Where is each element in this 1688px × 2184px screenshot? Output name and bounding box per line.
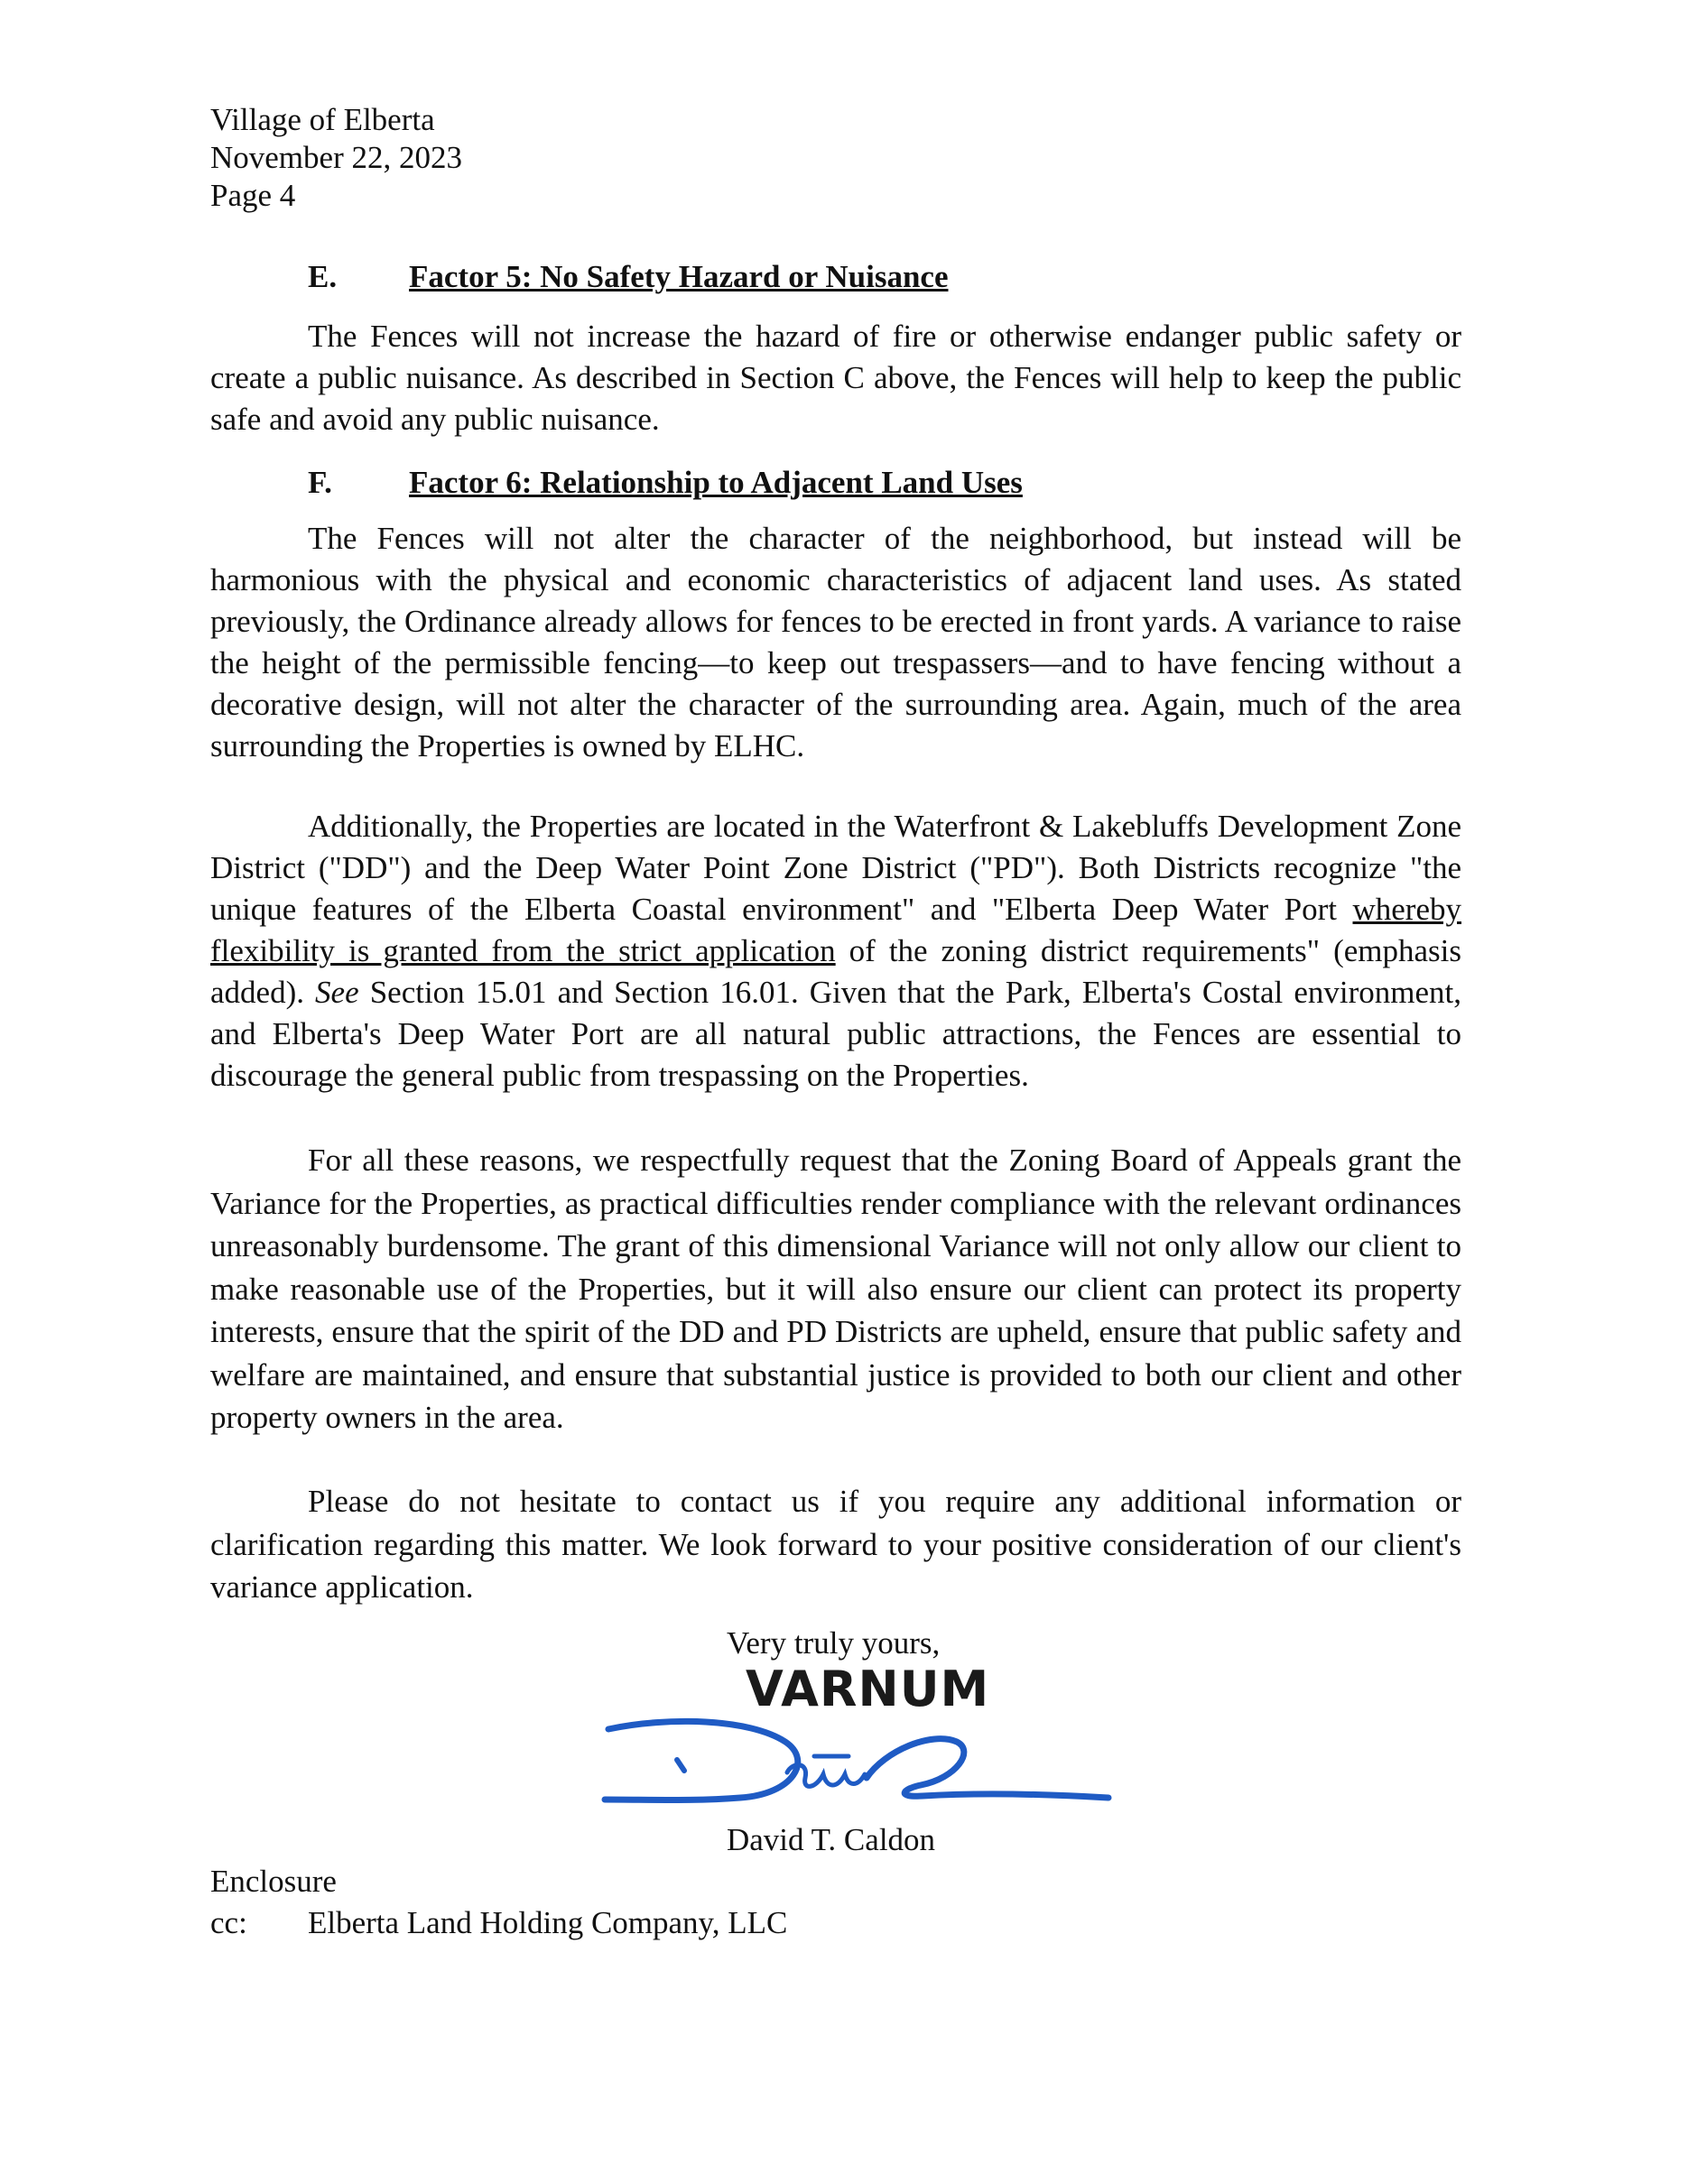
letter-date: November 22, 2023	[210, 140, 462, 175]
section-f-title: Factor 6: Relationship to Adjacent Land Uses	[409, 465, 1023, 500]
section-e-letter: E.	[308, 259, 338, 294]
districts-see: See	[315, 975, 359, 1010]
enclosure-note: Enclosure	[210, 1864, 337, 1899]
section-f-body: The Fences will not alter the character of the neighborhood, but instead will be harmonious with the physical and economic characteristics of adjacent land uses. As stated previously, the Ordinance already allows for fences to be erected in front yards. A variance to raise the height of the permissible fencing—to keep out trespassers—and to have fencing without a decorative design, will not alter the character of the surrounding area. Again, much of the area surrounding the Properties is owned by ELHC.	[210, 521, 1461, 763]
contact-paragraph: Please do not hesitate to contact us if you require any additional information or clarification regarding this matter. We look forward to your positive consideration of our client's variance application.	[210, 1484, 1461, 1605]
districts-text-3: Section 15.01 and Section 16.01. Given that the Park, Elberta's Costal environment, and Elberta's Deep Water Port are all natural public attractions, the Fences are essential to discourage the general public from trespassing on the Properties.	[210, 975, 1461, 1093]
request-paragraph: For all these reasons, we respectfully request that the Zoning Board of Appeals grant the Variance for the Properties, as practical difficulties render compliance with the relevant ordinances unreasonably burdensome. The grant of this dimensional Variance will not only allow our client to make reasonable use of the Properties, but it will also ensure our client can protect its property interests, ensure that the spirit of the DD and PD Districts are upheld, ensure that public safety and welfare are maintained, and ensure that substantial justice is provided to both our client and other property owners in the area.	[210, 1143, 1461, 1435]
cc-label: cc:	[210, 1905, 247, 1940]
section-e-heading	[308, 256, 949, 298]
districts-paragraph	[210, 806, 1461, 1097]
recipient-name: Village of Elberta	[210, 102, 435, 137]
firm-logo: VARNUM	[746, 1661, 990, 1717]
cc-recipient: Elberta Land Holding Company, LLC	[308, 1905, 788, 1940]
section-f-heading	[308, 462, 1023, 504]
signer-name: David T. Caldon	[727, 1822, 936, 1857]
districts-emphasis: whereby flexibility is granted from the strict application	[210, 892, 1461, 968]
section-f-letter: F.	[308, 465, 332, 500]
page-number: Page 4	[210, 178, 296, 213]
cc-line	[210, 1902, 787, 1944]
section-e-body: The Fences will not increase the hazard of fire or otherwise endanger public safety or create a public nuisance. As described in Section C above, the Fences will help to keep the public safe and avoid any public nuisance.	[210, 319, 1461, 437]
handwritten-signature	[596, 1715, 1119, 1823]
closing-salutation: Very truly yours,	[727, 1625, 941, 1661]
districts-text-1: Additionally, the Properties are located in the Waterfront & Lakebluffs Development Zone District ("DD") and the Deep Water Point Zone District ("PD"). Both Districts recognize "the unique features of the Elberta Coastal environment" and "Elberta Deep Water Port	[210, 809, 1461, 927]
districts-text-2: of the zoning district requirements" (emphasis added).	[210, 933, 1461, 1010]
section-e-title: Factor 5: No Safety Hazard or Nuisance	[409, 259, 949, 294]
